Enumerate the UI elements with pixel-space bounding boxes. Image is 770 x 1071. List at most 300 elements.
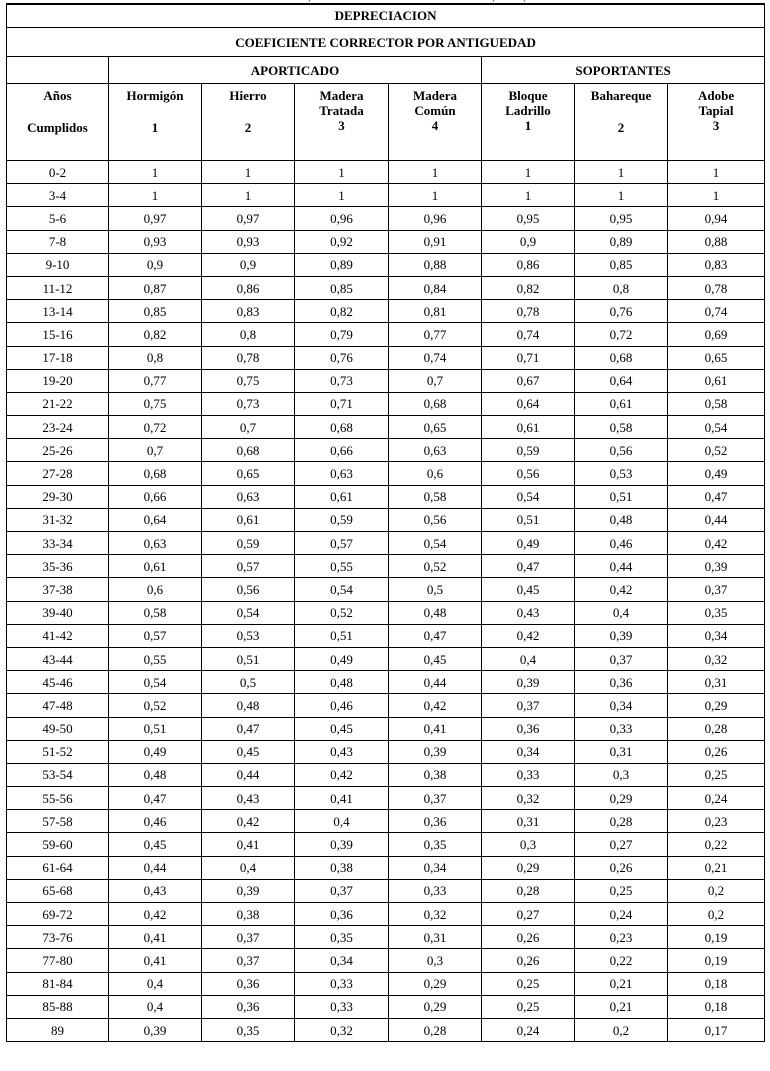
cell-adobe-tapial: 0,21: [668, 856, 765, 879]
cell-madera-comun: 0,74: [389, 346, 482, 369]
cell-adobe-tapial: 0,29: [668, 694, 765, 717]
cell-madera-tratada: 0,35: [295, 926, 389, 949]
cell-bloque-ladrillo: 1: [482, 161, 575, 184]
cell-adobe-tapial: 0,37: [668, 578, 765, 601]
cell-hormigon: 0,87: [109, 276, 202, 299]
cell-madera-tratada: 0,54: [295, 578, 389, 601]
cell-madera-comun: 0,39: [389, 740, 482, 763]
cell-madera-comun: 0,5: [389, 578, 482, 601]
cell-bloque-ladrillo: 0,33: [482, 763, 575, 786]
cell-adobe-tapial: 0,52: [668, 439, 765, 462]
cell-madera-comun: 0,7: [389, 369, 482, 392]
cell-bahareque: 0,24: [575, 903, 668, 926]
cell-bahareque: 0,28: [575, 810, 668, 833]
cell-adobe-tapial: 0,24: [668, 787, 765, 810]
cell-madera-tratada: 0,45: [295, 717, 389, 740]
column-header-bloque-ladrillo: [482, 84, 575, 161]
cell-hormigon: 1: [109, 161, 202, 184]
cell-hierro: 0,53: [202, 624, 295, 647]
cell-hierro: 0,63: [202, 485, 295, 508]
cell-years: 45-46: [7, 671, 109, 694]
cell-years: 49-50: [7, 717, 109, 740]
cell-hierro: 0,75: [202, 369, 295, 392]
cell-madera-tratada: 1: [295, 161, 389, 184]
cell-hierro: 0,51: [202, 647, 295, 670]
cell-hormigon: 0,9: [109, 253, 202, 276]
cell-bloque-ladrillo: 0,25: [482, 995, 575, 1018]
cell-madera-comun: 0,38: [389, 763, 482, 786]
cell-adobe-tapial: 0,54: [668, 416, 765, 439]
cell-adobe-tapial: 0,39: [668, 555, 765, 578]
cell-hormigon: 0,93: [109, 230, 202, 253]
cell-madera-comun: 0,48: [389, 601, 482, 624]
cell-hormigon: 0,7: [109, 439, 202, 462]
table-row: [7, 276, 765, 299]
cell-bloque-ladrillo: 0,54: [482, 485, 575, 508]
cell-years: 41-42: [7, 624, 109, 647]
cell-adobe-tapial: 0,78: [668, 276, 765, 299]
table-row: [7, 485, 765, 508]
cell-hierro: 0,36: [202, 972, 295, 995]
cell-bahareque: 0,58: [575, 416, 668, 439]
cell-bahareque: 0,76: [575, 300, 668, 323]
table-row: [7, 184, 765, 207]
cell-madera-comun: 0,63: [389, 439, 482, 462]
table-row: [7, 810, 765, 833]
cell-adobe-tapial: 0,35: [668, 601, 765, 624]
cell-hormigon: 0,6: [109, 578, 202, 601]
cell-years: 53-54: [7, 763, 109, 786]
column-header-label: Bloque: [508, 88, 548, 103]
cell-hierro: 0,78: [202, 346, 295, 369]
table-title: DEPRECIACION: [7, 4, 765, 28]
column-header-label: Común: [414, 103, 456, 118]
table-row: [7, 647, 765, 670]
cell-bahareque: 0,37: [575, 647, 668, 670]
cell-madera-tratada: 0,48: [295, 671, 389, 694]
cell-madera-tratada: 0,32: [295, 1018, 389, 1041]
cell-hierro: 0,8: [202, 323, 295, 346]
column-header-label: Hierro: [229, 88, 267, 103]
cell-years: 29-30: [7, 485, 109, 508]
cell-madera-tratada: 0,33: [295, 972, 389, 995]
cell-hormigon: 0,61: [109, 555, 202, 578]
cell-hierro: 0,4: [202, 856, 295, 879]
cell-bahareque: 0,39: [575, 624, 668, 647]
cell-years: 0-2: [7, 161, 109, 184]
cell-hierro: 0,37: [202, 926, 295, 949]
cell-years: 85-88: [7, 995, 109, 1018]
table-row: [7, 694, 765, 717]
cell-hierro: 0,38: [202, 903, 295, 926]
column-header-madera-comun: [389, 84, 482, 161]
cell-madera-tratada: 0,76: [295, 346, 389, 369]
cell-bloque-ladrillo: 0,39: [482, 671, 575, 694]
cell-hormigon: 0,75: [109, 392, 202, 415]
cell-hormigon: 0,63: [109, 532, 202, 555]
cell-hierro: 0,57: [202, 555, 295, 578]
cell-madera-tratada: 0,38: [295, 856, 389, 879]
cell-years: 55-56: [7, 787, 109, 810]
cell-years: 81-84: [7, 972, 109, 995]
cell-hierro: 0,97: [202, 207, 295, 230]
cell-years: 69-72: [7, 903, 109, 926]
cell-adobe-tapial: 0,58: [668, 392, 765, 415]
table-row: [7, 253, 765, 276]
cell-adobe-tapial: 0,88: [668, 230, 765, 253]
cell-madera-tratada: 0,68: [295, 416, 389, 439]
cell-bloque-ladrillo: 0,71: [482, 346, 575, 369]
cell-hierro: 0,36: [202, 995, 295, 1018]
cell-years: 27-28: [7, 462, 109, 485]
cell-adobe-tapial: 0,25: [668, 763, 765, 786]
cell-bloque-ladrillo: 0,82: [482, 276, 575, 299]
cell-bahareque: 0,3: [575, 763, 668, 786]
cell-hierro: 0,59: [202, 532, 295, 555]
cell-madera-comun: 0,88: [389, 253, 482, 276]
cell-hierro: 0,83: [202, 300, 295, 323]
cell-madera-tratada: 0,52: [295, 601, 389, 624]
cell-madera-comun: 0,41: [389, 717, 482, 740]
cell-years: 39-40: [7, 601, 109, 624]
cell-years: 21-22: [7, 392, 109, 415]
cell-madera-comun: 0,91: [389, 230, 482, 253]
cell-bahareque: 0,22: [575, 949, 668, 972]
table-row: [7, 717, 765, 740]
cell-hormigon: 0,48: [109, 763, 202, 786]
cell-bloque-ladrillo: 0,42: [482, 624, 575, 647]
table-row: [7, 462, 765, 485]
column-header-madera-tratada: [295, 84, 389, 161]
column-header-label: Años: [43, 88, 72, 103]
cell-bloque-ladrillo: 0,28: [482, 879, 575, 902]
cell-bloque-ladrillo: 0,24: [482, 1018, 575, 1041]
cell-madera-comun: 0,77: [389, 323, 482, 346]
cell-madera-tratada: 0,36: [295, 903, 389, 926]
cell-hormigon: 0,55: [109, 647, 202, 670]
cell-madera-comun: 0,29: [389, 972, 482, 995]
cell-madera-tratada: 0,37: [295, 879, 389, 902]
cell-hormigon: 0,43: [109, 879, 202, 902]
cell-hormigon: 0,4: [109, 972, 202, 995]
cell-years: 65-68: [7, 879, 109, 902]
cell-adobe-tapial: 0,44: [668, 508, 765, 531]
table-row: [7, 1018, 765, 1041]
column-header-label: Cumplidos: [27, 120, 88, 135]
cell-bloque-ladrillo: 1: [482, 184, 575, 207]
cell-years: 89: [7, 1018, 109, 1041]
cell-madera-tratada: 0,61: [295, 485, 389, 508]
cell-bahareque: 1: [575, 184, 668, 207]
cell-bahareque: 1: [575, 161, 668, 184]
cell-years: 7-8: [7, 230, 109, 253]
cell-madera-comun: 0,58: [389, 485, 482, 508]
cell-hormigon: 0,47: [109, 787, 202, 810]
cell-madera-tratada: 0,41: [295, 787, 389, 810]
column-header-number: 4: [431, 118, 439, 133]
column-header-label: Ladrillo: [505, 103, 551, 118]
cell-hierro: 0,54: [202, 601, 295, 624]
cell-adobe-tapial: 1: [668, 161, 765, 184]
cell-bahareque: 0,21: [575, 995, 668, 1018]
table-row: [7, 926, 765, 949]
cell-madera-tratada: 0,96: [295, 207, 389, 230]
cell-madera-comun: 0,84: [389, 276, 482, 299]
cell-years: 43-44: [7, 647, 109, 670]
cell-bloque-ladrillo: 0,37: [482, 694, 575, 717]
table-row: [7, 972, 765, 995]
table-row: [7, 532, 765, 555]
cell-years: 77-80: [7, 949, 109, 972]
table-row: [7, 439, 765, 462]
cell-years: 59-60: [7, 833, 109, 856]
cell-madera-comun: 0,56: [389, 508, 482, 531]
cell-bloque-ladrillo: 0,29: [482, 856, 575, 879]
cell-adobe-tapial: 0,47: [668, 485, 765, 508]
cell-bahareque: 0,2: [575, 1018, 668, 1041]
cell-hormigon: 1: [109, 184, 202, 207]
cell-hierro: 0,47: [202, 717, 295, 740]
cell-madera-comun: 0,42: [389, 694, 482, 717]
cell-madera-tratada: 1: [295, 184, 389, 207]
cell-hierro: 0,56: [202, 578, 295, 601]
cell-hormigon: 0,8: [109, 346, 202, 369]
cell-hierro: 0,73: [202, 392, 295, 415]
column-header-bahareque: [575, 84, 668, 161]
cell-bahareque: 0,8: [575, 276, 668, 299]
column-header-hormigon: [109, 84, 202, 161]
cell-hormigon: 0,46: [109, 810, 202, 833]
cell-adobe-tapial: 0,42: [668, 532, 765, 555]
cell-hormigon: 0,57: [109, 624, 202, 647]
cell-madera-tratada: 0,79: [295, 323, 389, 346]
cell-hierro: 0,35: [202, 1018, 295, 1041]
cell-adobe-tapial: 0,31: [668, 671, 765, 694]
cell-adobe-tapial: 0,83: [668, 253, 765, 276]
group-header-empty: [7, 57, 109, 84]
table-row: [7, 300, 765, 323]
table-row: [7, 230, 765, 253]
cell-adobe-tapial: 0,26: [668, 740, 765, 763]
cell-adobe-tapial: 0,74: [668, 300, 765, 323]
table-row: [7, 879, 765, 902]
cell-bahareque: 0,89: [575, 230, 668, 253]
table-row: [7, 346, 765, 369]
cell-madera-tratada: 0,57: [295, 532, 389, 555]
cell-hierro: 1: [202, 184, 295, 207]
cell-hormigon: 0,85: [109, 300, 202, 323]
cell-adobe-tapial: 0,22: [668, 833, 765, 856]
cell-adobe-tapial: 0,69: [668, 323, 765, 346]
cell-bahareque: 0,36: [575, 671, 668, 694]
table-row: [7, 601, 765, 624]
cell-madera-comun: 0,54: [389, 532, 482, 555]
cell-madera-comun: 0,44: [389, 671, 482, 694]
table-row: [7, 578, 765, 601]
cell-years: 17-18: [7, 346, 109, 369]
cell-madera-tratada: 0,39: [295, 833, 389, 856]
cell-adobe-tapial: 0,19: [668, 949, 765, 972]
cell-adobe-tapial: 0,18: [668, 972, 765, 995]
cell-madera-tratada: 0,59: [295, 508, 389, 531]
cell-hormigon: 0,42: [109, 903, 202, 926]
column-header-adobe-tapial: [668, 84, 765, 161]
cell-years: 3-4: [7, 184, 109, 207]
column-header-label: Tapial: [698, 103, 734, 118]
table-row: [7, 833, 765, 856]
table-row: [7, 555, 765, 578]
cell-hormigon: 0,82: [109, 323, 202, 346]
column-header-number: 1: [524, 118, 532, 133]
cell-bahareque: 0,68: [575, 346, 668, 369]
column-header-label: Bahareque: [590, 88, 652, 103]
cell-years: 25-26: [7, 439, 109, 462]
cell-bloque-ladrillo: 0,47: [482, 555, 575, 578]
cell-madera-tratada: 0,63: [295, 462, 389, 485]
cell-years: 11-12: [7, 276, 109, 299]
cell-adobe-tapial: 0,94: [668, 207, 765, 230]
cell-hormigon: 0,68: [109, 462, 202, 485]
table-row: [7, 323, 765, 346]
cell-madera-comun: 0,47: [389, 624, 482, 647]
cell-years: 9-10: [7, 253, 109, 276]
cell-hormigon: 0,77: [109, 369, 202, 392]
column-header-number: 1: [151, 120, 159, 135]
cell-madera-comun: 0,65: [389, 416, 482, 439]
table-row: [7, 763, 765, 786]
table-row: [7, 740, 765, 763]
cell-bloque-ladrillo: 0,51: [482, 508, 575, 531]
table-row: [7, 949, 765, 972]
cell-bahareque: 0,31: [575, 740, 668, 763]
cell-madera-tratada: 0,55: [295, 555, 389, 578]
cell-madera-comun: 0,32: [389, 903, 482, 926]
cell-bloque-ladrillo: 0,27: [482, 903, 575, 926]
cell-bloque-ladrillo: 0,49: [482, 532, 575, 555]
cell-adobe-tapial: 0,34: [668, 624, 765, 647]
cell-bloque-ladrillo: 0,32: [482, 787, 575, 810]
column-header-number: 3: [712, 118, 720, 133]
column-header-years: [7, 84, 109, 161]
cell-madera-comun: 0,96: [389, 207, 482, 230]
cell-adobe-tapial: 0,32: [668, 647, 765, 670]
cell-madera-tratada: 0,43: [295, 740, 389, 763]
cell-hierro: 0,68: [202, 439, 295, 462]
cell-madera-comun: 0,37: [389, 787, 482, 810]
cell-bahareque: 0,61: [575, 392, 668, 415]
cell-bloque-ladrillo: 0,4: [482, 647, 575, 670]
cell-bahareque: 0,4: [575, 601, 668, 624]
cell-hierro: 0,42: [202, 810, 295, 833]
column-header-label: Hormigón: [126, 88, 184, 103]
cell-hierro: 0,93: [202, 230, 295, 253]
cell-hormigon: 0,4: [109, 995, 202, 1018]
cell-bahareque: 0,42: [575, 578, 668, 601]
column-header-label: Madera: [412, 88, 458, 103]
cell-hierro: 0,41: [202, 833, 295, 856]
depreciation-table: [6, 3, 765, 1042]
cell-bahareque: 0,26: [575, 856, 668, 879]
cell-bahareque: 0,27: [575, 833, 668, 856]
cell-bahareque: 0,95: [575, 207, 668, 230]
cell-hierro: 0,7: [202, 416, 295, 439]
cell-madera-tratada: 0,33: [295, 995, 389, 1018]
table-row: [7, 624, 765, 647]
cell-years: 15-16: [7, 323, 109, 346]
cell-madera-comun: 0,29: [389, 995, 482, 1018]
cell-hierro: 0,86: [202, 276, 295, 299]
cell-madera-comun: 0,31: [389, 926, 482, 949]
cell-bahareque: 0,56: [575, 439, 668, 462]
cell-adobe-tapial: 1: [668, 184, 765, 207]
cell-hormigon: 0,52: [109, 694, 202, 717]
cell-madera-tratada: 0,66: [295, 439, 389, 462]
cell-adobe-tapial: 0,49: [668, 462, 765, 485]
cell-hormigon: 0,97: [109, 207, 202, 230]
group-header-aporticado: APORTICADO: [109, 57, 482, 84]
cell-bloque-ladrillo: 0,56: [482, 462, 575, 485]
cell-madera-tratada: 0,71: [295, 392, 389, 415]
cell-bloque-ladrillo: 0,45: [482, 578, 575, 601]
cell-bloque-ladrillo: 0,34: [482, 740, 575, 763]
cell-bloque-ladrillo: 0,64: [482, 392, 575, 415]
cell-years: 5-6: [7, 207, 109, 230]
cell-madera-comun: 0,52: [389, 555, 482, 578]
table-row: [7, 392, 765, 415]
cell-madera-tratada: 0,82: [295, 300, 389, 323]
table-row: [7, 508, 765, 531]
cell-madera-tratada: 0,46: [295, 694, 389, 717]
cell-years: 19-20: [7, 369, 109, 392]
cell-hormigon: 0,72: [109, 416, 202, 439]
cell-bloque-ladrillo: 0,43: [482, 601, 575, 624]
cell-hierro: 0,37: [202, 949, 295, 972]
cell-hierro: 0,9: [202, 253, 295, 276]
cell-madera-tratada: 0,42: [295, 763, 389, 786]
table-row: [7, 995, 765, 1018]
column-header-label: Madera: [319, 88, 364, 103]
cell-bahareque: 0,48: [575, 508, 668, 531]
table-row: [7, 369, 765, 392]
table-row: [7, 416, 765, 439]
table-row: [7, 856, 765, 879]
cell-madera-comun: 0,68: [389, 392, 482, 415]
cell-hormigon: 0,51: [109, 717, 202, 740]
cell-hormigon: 0,45: [109, 833, 202, 856]
cell-hierro: 0,65: [202, 462, 295, 485]
cell-bloque-ladrillo: 0,67: [482, 369, 575, 392]
cell-bahareque: 0,23: [575, 926, 668, 949]
cell-hierro: 0,5: [202, 671, 295, 694]
cell-madera-tratada: 0,73: [295, 369, 389, 392]
table-row: [7, 671, 765, 694]
cell-years: 73-76: [7, 926, 109, 949]
cell-years: 51-52: [7, 740, 109, 763]
cell-hierro: 0,43: [202, 787, 295, 810]
cell-bloque-ladrillo: 0,31: [482, 810, 575, 833]
cell-hormigon: 0,44: [109, 856, 202, 879]
cell-bloque-ladrillo: 0,78: [482, 300, 575, 323]
cell-bloque-ladrillo: 0,36: [482, 717, 575, 740]
cell-madera-comun: 0,3: [389, 949, 482, 972]
cell-bahareque: 0,29: [575, 787, 668, 810]
cell-hormigon: 0,41: [109, 949, 202, 972]
cell-bloque-ladrillo: 0,3: [482, 833, 575, 856]
cell-madera-comun: 0,34: [389, 856, 482, 879]
cell-years: 37-38: [7, 578, 109, 601]
table-row: [7, 207, 765, 230]
cell-bloque-ladrillo: 0,95: [482, 207, 575, 230]
